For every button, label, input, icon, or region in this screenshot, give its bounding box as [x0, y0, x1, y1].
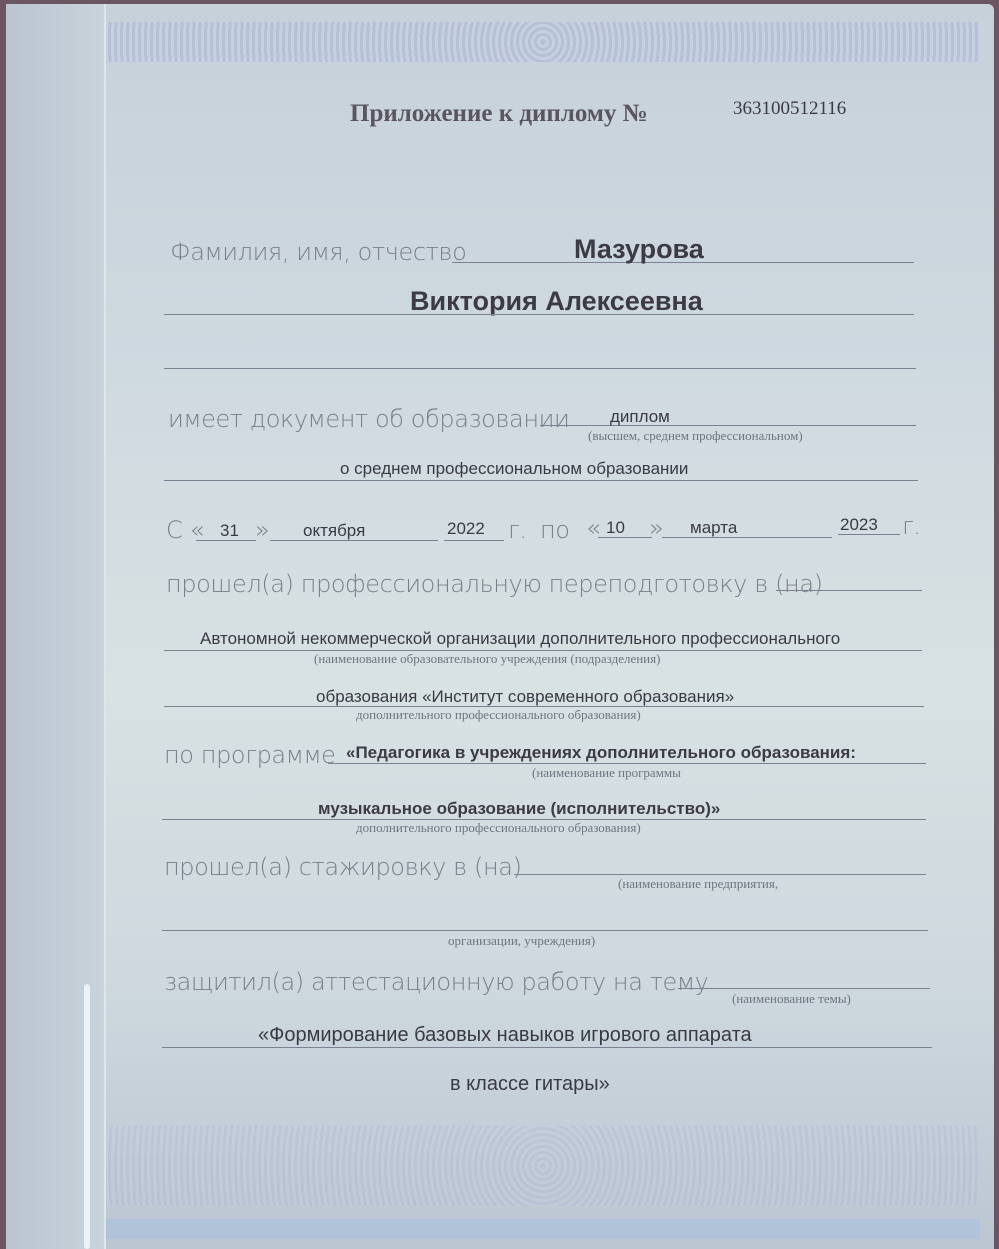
period-to-word: по — [540, 516, 570, 544]
internship-label: прошел(а) стажировку в (на) — [164, 853, 522, 881]
period-from-day-line — [196, 540, 256, 541]
retraining-org-line2: образования «Институт современного образования» — [316, 687, 735, 706]
given-names: Виктория Алексеевна — [410, 286, 703, 316]
internship-caption2: организации, учреждения) — [448, 933, 596, 948]
fio-line-3 — [164, 368, 916, 369]
internship-line — [514, 874, 926, 875]
education-line — [540, 425, 916, 426]
fio-label: Фамилия, имя, отчество — [170, 238, 467, 266]
diploma-supplement-page — [6, 4, 994, 1249]
period-to-open: « — [586, 514, 601, 542]
retraining-label: прошел(а) профессиональную переподготовку в (на) — [166, 570, 823, 598]
retraining-org-line1: Автономной некоммерческой организации дополнительного профессионального — [200, 629, 841, 648]
period-from-year: 2022 — [447, 519, 485, 538]
education-doc: диплом — [610, 407, 670, 426]
program-line1-rule — [328, 763, 926, 764]
thesis-caption: (наименование темы) — [732, 991, 851, 1006]
page-binding-strip — [6, 4, 106, 1249]
program-label: по программе — [164, 741, 336, 769]
fio-line-2 — [164, 314, 914, 315]
surname: Мазурова — [574, 234, 704, 264]
period-from-prefix: С « — [166, 516, 204, 544]
thesis-line1-rule — [162, 1047, 932, 1048]
period-from-month: октября — [303, 521, 366, 540]
period-to-day-line — [598, 537, 652, 538]
period-to-month: марта — [690, 518, 738, 537]
program-caption1: (наименование программы — [532, 765, 681, 780]
program-line2: музыкальное образование (исполнительство)» — [318, 799, 721, 818]
retraining-label-line — [776, 590, 922, 591]
program-caption2: дополнительного профессионального образования) — [356, 820, 641, 835]
period-to-year: 2023 — [840, 515, 878, 534]
period-to-month-line — [662, 537, 832, 538]
thesis-label: защитил(а) аттестационную работу на тему — [164, 968, 709, 996]
thesis-label-line — [678, 988, 930, 989]
period-from-year-line — [444, 540, 504, 541]
diploma-number: 363100512116 — [733, 98, 847, 119]
security-pattern-top — [106, 22, 980, 62]
page-bottom-edge — [106, 1219, 980, 1239]
retraining-caption1: (наименование образовательного учреждения (подразделения) — [314, 651, 661, 666]
period-to-close: » — [649, 514, 664, 542]
security-pattern-bottom — [106, 1126, 980, 1206]
period-from-close: » — [255, 516, 270, 544]
period-to-day: 10 — [606, 518, 625, 537]
thesis-line1: «Формирование базовых навыков игрового аппарата — [258, 1024, 752, 1046]
program-line1: «Педагогика в учреждениях дополнительного образования: — [346, 743, 856, 762]
period-from-day: 31 — [220, 521, 239, 540]
education-level-line — [164, 480, 918, 481]
thesis-line2: в классе гитары» — [450, 1073, 610, 1095]
internship-line-2 — [162, 930, 928, 931]
supplement-title: Приложение к диплому № — [350, 100, 648, 127]
binding-cord — [84, 984, 90, 1249]
education-level: о среднем профессиональном образовании — [340, 459, 689, 478]
period-year-suffix: г. — [508, 516, 527, 544]
education-caption: (высшем, среднем профессиональном) — [588, 428, 803, 443]
education-label: имеет документ об образовании — [168, 405, 570, 433]
period-to-year-line — [838, 534, 900, 535]
period-from-month-line — [270, 540, 438, 541]
retraining-caption2: дополнительного профессионального образования) — [356, 707, 641, 722]
period-to-suffix: г. — [902, 512, 921, 540]
internship-caption1: (наименование предприятия, — [618, 876, 779, 891]
